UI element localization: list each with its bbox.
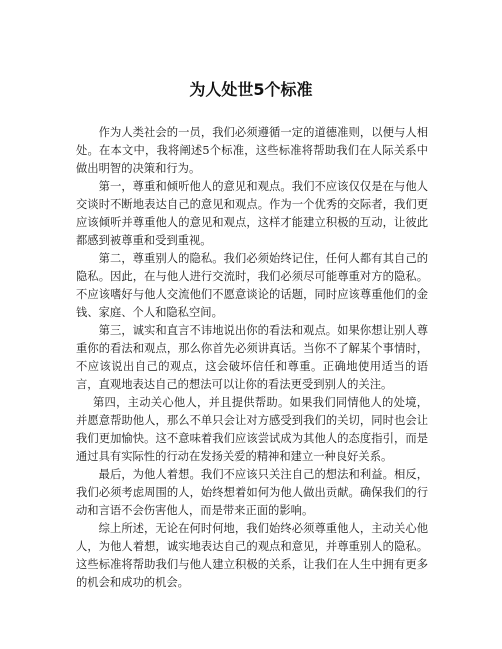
paragraph-fifth-standard: 最后，为他人着想。我们不应该只关注自己的想法和利益。相反，我们必须考虑周围的人，始终想着如何为他人做出贡献。确保我们的行动和言语不会伤害他人，而是带来正面的影响。 [76,468,428,517]
paragraph-fourth-standard: 第四，主动关心他人，并且提供帮助。如果我们同情他人的处境，并愿意帮助他人，那么不单只会让对方感受到我们的关切，同时也会让我们更加愉快。这不意味着我们应该尝试成为其他人的态度指引，而是通过具有实际性的行动在发扬关爱的精神和建立一种良好关系。 [76,396,428,463]
document-title: 为人处世5个标准 [189,80,313,99]
paragraph-third-standard: 第三，诚实和直言不讳地说出你的看法和观点。如果你想让别人尊重你的看法和观点，那么你首先必须讲真话。当你不了解某个事情时，不应该说出自己的观点，这会破坏信任和尊重。正确地使用适当的语言，直观地表达自己的想法可以让你的看法更受到别人的关注。 [76,324,428,391]
paragraph-intro: 作为人类社会的一员，我们必须遵循一定的道德准则，以便与人相处。在本文中，我将阐述5个标准，这些标准将帮助我们在人际关系中做出明智的决策和行为。 [76,126,428,175]
paragraph-second-standard: 第二，尊重别人的隐私。我们必须始终记住，任何人都有其自己的隐私。因此，在与他人进行交流时，我们必须尽可能尊重对方的隐私。不应该嗜好与他人交流他们不愿意谈论的话题，同时应该尊重他们的金钱、家庭、个人和隐私空间。 [76,252,428,319]
document-body [76,124,428,592]
paragraph-conclusion: 综上所述，无论在何时何地，我们始终必须尊重他人，主动关心他人，为他人着想，诚实地表达自己的观点和意见，并尊重别人的隐私。这些标准将帮助我们与他人建立积极的关系，让我们在人生中拥有更多的机会和成功的机会。 [76,522,428,589]
paragraph-first-standard: 第一，尊重和倾听他人的意见和观点。我们不应该仅仅是在与他人交谈时不断地表达自己的意见和观点。作为一个优秀的交际者，我们更应该倾听并尊重他人的意见和观点，这样才能建立积极的互动，让彼此都感到被尊重和受到重视。 [76,180,428,247]
